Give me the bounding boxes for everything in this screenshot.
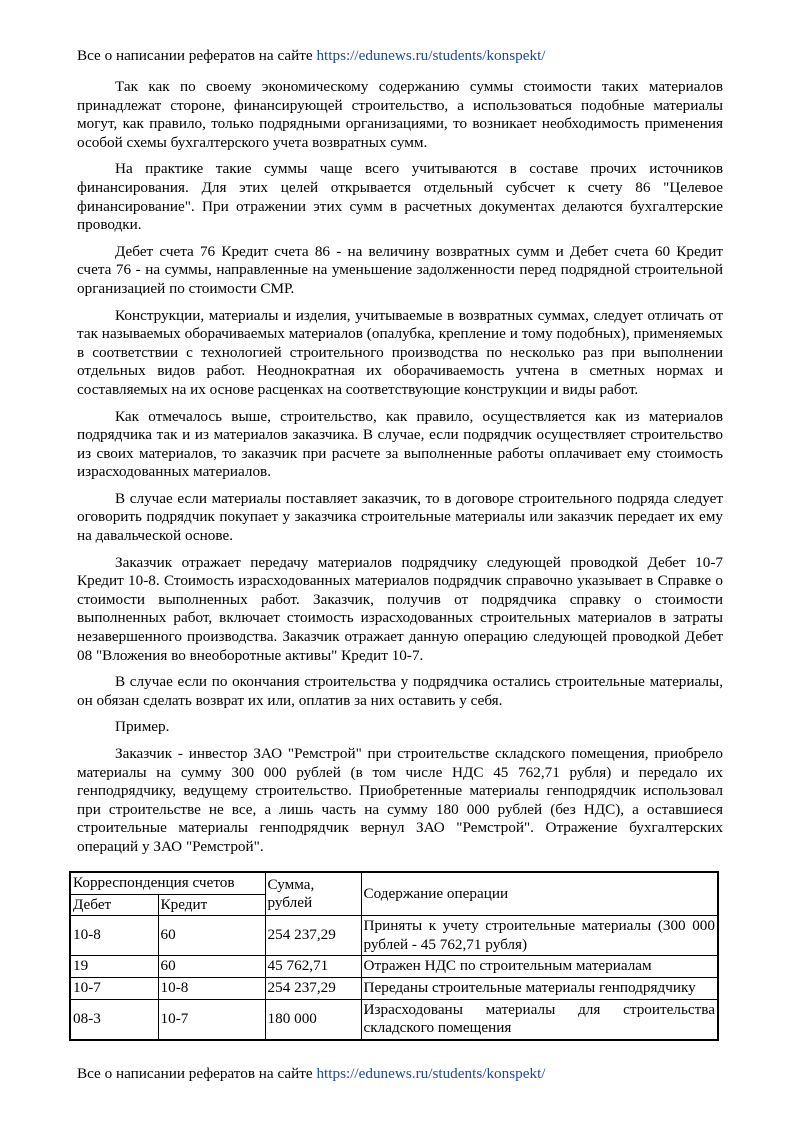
paragraph: В случае если по окончания строительства у подрядчика остались строительные материалы, он обязан сделать возврат их или, оплатив за них оставить у себя.	[77, 673, 723, 709]
table-row	[70, 916, 718, 956]
cell-debit: 10-7	[70, 977, 158, 999]
header-credit: Кредит	[158, 894, 265, 916]
cell-amount: 254 237,29	[265, 916, 361, 956]
header-amount: Сумма, рублей	[265, 872, 361, 916]
footer-text: Все о написании рефератов на сайте	[77, 1065, 313, 1082]
paragraph: Как отмечалось выше, строительство, как правило, осуществляется как из материалов подрядчика так и из материалов заказчика. В случае, если подрядчик осуществляет строительство из своих материалов, то заказчик при расчете за выполненные работы оплачивает ему стоимость израсходованных материалов.	[77, 407, 723, 481]
cell-amount: 254 237,29	[265, 977, 361, 999]
cell-credit: 10-7	[158, 999, 265, 1040]
cell-credit: 10-8	[158, 977, 265, 999]
document-body	[77, 78, 723, 857]
paragraph: Заказчик отражает передачу материалов подрядчику следующей проводкой Дебет 10-7 Кредит 10-8. Стоимость израсходованных материалов подрядчик справочно указывает в Справке о стоимости выполненных работ. Заказчик, получив от подрядчика справку о стоимости выполненных работ, включает стоимость израсходованных строительных материалов в затраты незавершенного производства. Заказчик отражает данную операцию следующей проводкой Дебет 08 "Вложения во внеоборотные активы" Кредит 10-7.	[77, 553, 723, 664]
cell-credit: 60	[158, 956, 265, 978]
cell-credit: 60	[158, 916, 265, 956]
paragraph-example-label: Пример.	[115, 718, 170, 736]
cell-amount: 45 762,71	[265, 956, 361, 978]
cell-debit: 10-8	[70, 916, 158, 956]
cell-description: Приняты к учету строительные материалы (300 000 рублей - 45 762,71 рубля)	[361, 916, 718, 956]
paragraph: Дебет счета 76 Кредит счета 86 - на величину возвратных сумм и Дебет счета 60 Кредит счета 76 - на суммы, направленные на уменьшение задолженности перед подрядной строительной организацией по стоимости СМР.	[77, 242, 723, 297]
cell-description: Переданы строительные материалы генподрядчику	[361, 977, 718, 999]
paragraph: Конструкции, материалы и изделия, учитываемые в возвратных суммах, следует отличать от так называемых оборачиваемых материалов (опалубка, крепление и тому подобных), применяемых в соответствии с технологией строительного производства по несколько раз при выполнении отдельных видов работ. Неоднократная их оборачиваемость учтена в сметных нормах и составляемых на их основе расценках на соответствующие конструкции и виды работ.	[77, 306, 723, 398]
paragraph: На практике такие суммы чаще всего учитываются в составе прочих источников финансирования. Для этих целей открывается отдельный субсчет к счету 86 "Целевое финансирование". При отражении этих сумм в расчетных документах делаются бухгалтерские проводки.	[77, 160, 723, 234]
accounting-entries-table	[69, 871, 719, 1041]
cell-description: Израсходованы материалы для строительства складского помещения	[361, 999, 718, 1040]
header-description: Содержание операции	[361, 872, 718, 916]
header-link[interactable]: https://edunews.ru/students/konspekt/	[316, 47, 546, 64]
page-footer	[77, 1064, 737, 1084]
header-text: Все о написании рефератов на сайте	[77, 47, 313, 64]
paragraph: Так как по своему экономическому содержанию суммы стоимости таких материалов принадлежат стороне, финансирующей строительство, а использоваться подобные материалы могут, как правило, только подрядными организациями, то возникает необходимость применения особой схемы бухгалтерского учета возвратных сумм.	[77, 78, 723, 151]
table-row	[70, 999, 718, 1040]
cell-debit: 19	[70, 956, 158, 978]
table-row	[70, 977, 718, 999]
page-header	[77, 46, 737, 66]
paragraph: Заказчик - инвестор ЗАО "Ремстрой" при строительстве складского помещения, приобрело материалы на сумму 300 000 рублей (в том числе НДС 45 762,71 рубля) и передало их генподрядчику, ведущему строительство. Приобретенные материалы генподрядчик использовал при строительстве не все, а лишь часть на сумму 180 000 рублей (без НДС), а оставшиеся строительные материалы генподрядчик вернул ЗАО "Ремстрой". Отражение бухгалтерских операций у ЗАО "Ремстрой".	[77, 745, 723, 855]
cell-description: Отражен НДС по строительным материалам	[361, 956, 718, 978]
header-correspondence: Корреспонденция счетов	[70, 872, 265, 894]
header-debit: Дебет	[70, 894, 158, 916]
paragraph: В случае если материалы поставляет заказчик, то в договоре строительного подряда следует оговорить подрядчик покупает у заказчика строительные материалы или заказчик передает их ему на давальческой основе.	[77, 489, 723, 545]
footer-link[interactable]: https://edunews.ru/students/konspekt/	[316, 1065, 546, 1082]
table-row	[70, 956, 718, 978]
cell-amount: 180 000	[265, 999, 361, 1040]
table-header-row	[70, 872, 718, 894]
cell-debit: 08-3	[70, 999, 158, 1040]
